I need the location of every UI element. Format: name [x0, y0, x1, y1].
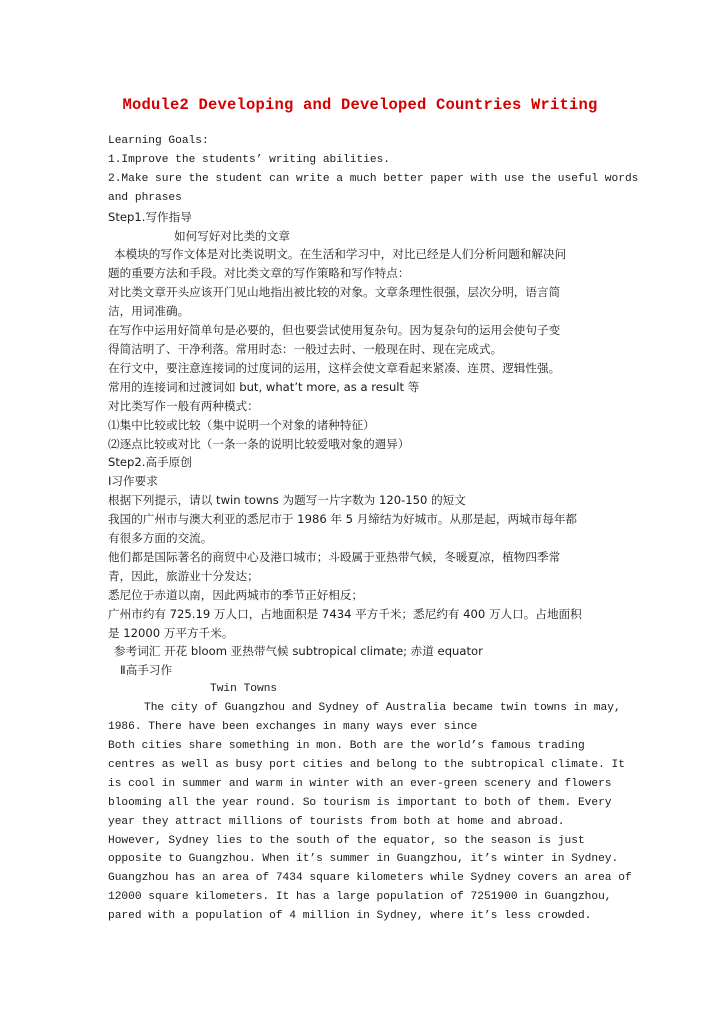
essay-line: opposite to Guangzhou. When it’s summer in Guangzhou, it’s winter in Sydney. [108, 853, 619, 866]
paragraph-line: 对比类写作一般有两种模式： [108, 398, 259, 413]
paragraph-line: 本模块的写作文体是对比类说明文。在生活和学习中，对比已经是人们分析问题和解决问 [114, 247, 567, 262]
paragraph-line: 根据下列提示，请以 twin towns 为题写一片字数为 120-150 的短文 [108, 493, 466, 508]
paragraph-line: 广州市约有 725.19 万人口，占地面积是 7434 平方千米；悉尼约有 400 万人口。占地面积 [108, 606, 582, 621]
paragraph-line: 对比类文章开头应该开门见山地指出被比较的对象。文章条理性很强，层次分明，语言简 [108, 285, 561, 300]
list-item: ⑴集中比较或比较（集中说明一个对象的诸种特征） [108, 417, 375, 432]
list-item: ⑵逐点比较或对比（一条一条的说明比较爱哦对象的週异） [108, 436, 410, 451]
paragraph-line: 悉尼位于赤道以南，因此两城市的季节正好相反； [108, 587, 364, 602]
step2-heading: Step2.高手原创 [108, 455, 192, 470]
paragraph-line: 在写作中运用好简单句是必要的，但也要尝试使用复杂句。因为复杂句的运用会使句子变 [108, 323, 561, 338]
paragraph-line: 是 12000 万平方千米。 [108, 625, 234, 640]
section-heading: Ⅱ高手习作 [120, 663, 173, 678]
essay-line: The city of Guangzhou and Sydney of Australia became twin towns in may, [144, 702, 621, 715]
essay-line: is cool in summer and warm in winter with an ever-green scenery and flowers [108, 777, 612, 790]
paragraph-line: 在行文中，要注意连接词的过度词的运用，这样会使文章看起来紧凑、连贯、逻辑性强。 [108, 360, 561, 375]
paragraph-line: 他们都是国际著名的商贸中心及港口城市；斗殴属于亚热带气候，冬暖夏凉，植物四季常 [108, 549, 561, 564]
essay-line: However, Sydney lies to the south of the equator, so the season is just [108, 834, 585, 847]
page-title: Module2 Developing and Developed Countries Writing [122, 96, 598, 114]
essay-title: Twin Towns [210, 683, 278, 696]
paragraph-line: 青，因此，旅游业十分发达； [108, 568, 259, 583]
essay-line: blooming all the year round. So tourism is important to both of them. Every [108, 796, 612, 809]
goal-2-cont: and phrases [108, 191, 182, 204]
learning-goals-heading: Learning Goals: [108, 135, 209, 147]
document-page [108, 96, 639, 926]
paragraph-line: 题的重要方法和手段。对比类文章的写作策略和写作特点： [108, 266, 410, 281]
paragraph-line: 常用的连接词和过渡词如 but, what’t more, as a result 等 [108, 379, 420, 394]
goal-2: 2.Make sure the student can write a much better paper with use the useful words [108, 172, 639, 185]
essay-line: pared with a population of 4 million in Sydney, where it’s less crowded. [108, 910, 592, 923]
step1-heading: Step1.写作指导 [108, 209, 192, 224]
paragraph-line: 有很多方面的交流。 [108, 531, 213, 546]
section-subtitle: 如何写好对比类的文章 [174, 228, 290, 243]
essay-line: 12000 square kilometers. It has a large population of 7251900 in Guangzhou, [108, 891, 612, 904]
goal-1: 1.Improve the students’ writing abilities. [108, 153, 390, 166]
vocabulary-reference: 参考词汇 开花 bloom 亚热带气候 subtropical climate; 赤道 equator [114, 644, 483, 659]
paragraph-line: 得简洁明了、干净利落。常用时态：一般过去时、一般现在时、现在完成式。 [108, 341, 503, 356]
essay-line: 1986. There have been exchanges in many ways ever since [108, 721, 478, 734]
essay-line: Guangzhou has an area of 7434 square kilometers while Sydney covers an area of [108, 872, 632, 885]
paragraph-line: 洁，用词准确。 [108, 304, 190, 319]
paragraph-line: 我国的广州市与澳大利亚的悉尼市于 1986 年 5 月缔结为好城市。从那是起，两城市每年都 [108, 512, 578, 527]
essay-line: year they attract millions of tourists from both at home and abroad. [108, 815, 565, 828]
essay-line: centres as well as busy port cities and belong to the subtropical climate. It [108, 758, 625, 771]
section-heading: Ⅰ习作要求 [108, 474, 158, 489]
essay-line: Both cities share something in mon. Both are the world’s famous trading [108, 740, 585, 752]
